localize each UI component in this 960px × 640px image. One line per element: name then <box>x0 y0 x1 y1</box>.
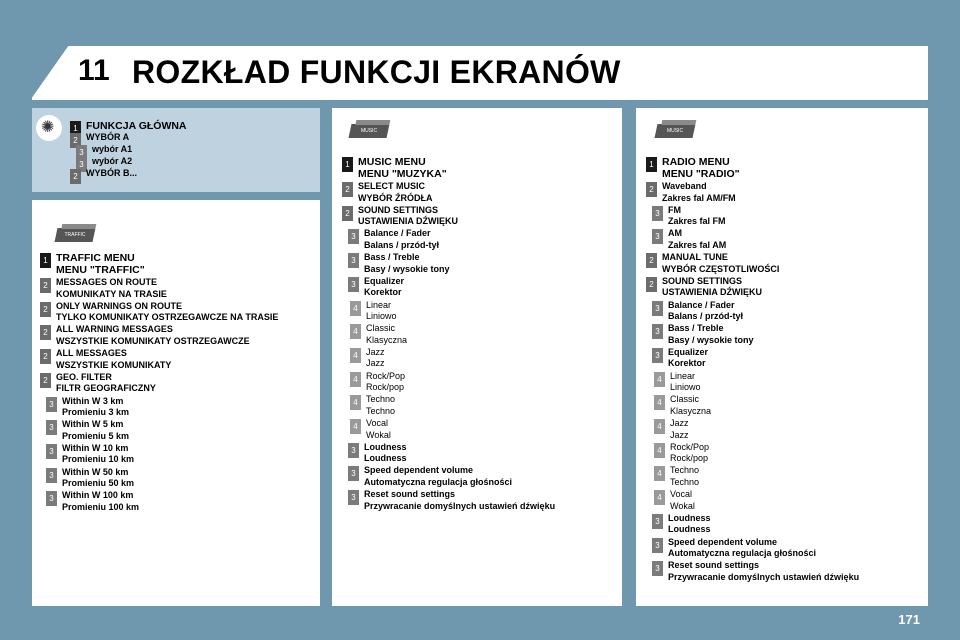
menu-row <box>350 418 391 441</box>
menu-row <box>654 394 711 417</box>
menu-row <box>40 301 278 324</box>
level-badge: 3 <box>652 514 663 529</box>
menu-row-line: MESSAGES ON ROUTE <box>56 277 158 287</box>
menu-row-line: Balans / przód-tył <box>364 239 440 250</box>
level-badge: 4 <box>654 372 665 387</box>
level-badge: 3 <box>46 420 57 435</box>
menu-row-text <box>86 120 187 132</box>
brightness-icon <box>36 115 62 141</box>
menu-row-line: SOUND SETTINGS <box>358 204 439 215</box>
menu-row-line: Within W 5 km <box>62 419 124 430</box>
menu-row-line: Techno <box>670 465 700 476</box>
level-badge: 4 <box>350 419 361 434</box>
menu-row <box>40 324 250 347</box>
menu-row-text <box>366 394 395 417</box>
menu-row-text <box>670 465 699 488</box>
level-badge: 2 <box>40 278 51 293</box>
menu-row-text <box>358 156 447 180</box>
menu-row-text <box>358 205 458 228</box>
menu-row <box>350 371 405 394</box>
menu-row-text <box>668 205 726 228</box>
menu-row <box>652 560 859 583</box>
menu-row-text <box>670 418 689 441</box>
menu-row-text <box>668 347 708 370</box>
menu-row-text <box>86 168 137 180</box>
menu-row <box>348 228 439 251</box>
level-badge: 3 <box>46 491 57 506</box>
menu-row-text <box>358 181 433 204</box>
level-badge: 2 <box>40 325 51 340</box>
menu-row-line: Vocal <box>366 418 389 428</box>
menu-row-line: ALL MESSAGES <box>56 348 127 359</box>
menu-row-line: Linear <box>366 299 392 310</box>
menu-row <box>70 168 137 184</box>
menu-row <box>652 205 726 228</box>
menu-row-text <box>366 323 407 346</box>
menu-row-line: Linear <box>670 370 696 381</box>
menu-row-text <box>668 537 816 560</box>
menu-row-text <box>668 228 726 251</box>
level-badge: 2 <box>40 302 51 317</box>
level-badge: 3 <box>348 229 359 244</box>
menu-row <box>654 489 695 512</box>
menu-row-line: WSZYSTKIE KOMUNIKATY OSTRZEGAWCZE <box>56 335 250 346</box>
menu-row <box>350 394 395 417</box>
menu-row-text <box>92 156 132 168</box>
level-badge: 1 <box>646 157 657 172</box>
menu-row-line: Loudness <box>364 441 407 452</box>
menu-row-text <box>86 132 129 144</box>
level-badge: 3 <box>652 301 663 316</box>
menu-row-line: Speed dependent volume <box>668 536 778 547</box>
level-badge: 2 <box>646 253 657 268</box>
menu-row-line: Techno <box>670 476 700 487</box>
menu-row <box>350 300 397 323</box>
menu-row-line: Zakres fal AM/FM <box>662 192 736 203</box>
level-badge: 3 <box>348 466 359 481</box>
level-badge: 2 <box>70 133 81 148</box>
menu-row-text <box>364 252 450 275</box>
level-badge: 4 <box>350 301 361 316</box>
traffic-device-icon: TRAFFIC <box>55 228 96 242</box>
menu-row-line: SOUND SETTINGS <box>662 275 743 286</box>
menu-row-line: FUNKCJA GŁÓWNA <box>86 120 187 132</box>
level-badge: 3 <box>46 397 57 412</box>
menu-row-line: Techno <box>366 405 396 416</box>
menu-row-text <box>366 300 397 323</box>
menu-row-line: Speed dependent volume <box>364 465 474 476</box>
menu-row-line: Within W 10 km <box>62 442 129 453</box>
menu-row-line: WYBÓR B... <box>86 168 137 178</box>
menu-row-text <box>56 324 250 347</box>
menu-row <box>350 347 385 370</box>
menu-row <box>342 205 458 228</box>
level-badge: 3 <box>46 468 57 483</box>
page-title: ROZKŁAD FUNKCJI EKRANÓW <box>132 54 621 90</box>
menu-row <box>46 419 129 442</box>
level-badge: 2 <box>342 206 353 221</box>
menu-row <box>40 277 167 300</box>
menu-row-line: Balance / Fader <box>364 228 431 239</box>
menu-row-line: Loudness <box>668 512 711 523</box>
menu-row <box>46 396 129 419</box>
menu-row <box>348 252 450 275</box>
level-badge: 2 <box>342 182 353 197</box>
menu-row-text <box>662 181 736 204</box>
level-badge: 3 <box>76 145 87 160</box>
menu-row-text <box>62 443 134 466</box>
menu-row-line: Waveband <box>662 181 707 191</box>
menu-row-line: WYBÓR A <box>86 132 130 142</box>
menu-row-line: Jazz <box>670 418 689 428</box>
menu-row-text <box>662 156 740 180</box>
level-badge: 3 <box>348 490 359 505</box>
menu-row-line: Loudness <box>668 524 711 535</box>
menu-row-line: USTAWIENIA DŹWIĘKU <box>358 216 458 227</box>
menu-row <box>350 323 407 346</box>
level-badge: 4 <box>654 490 665 505</box>
menu-row-text <box>364 442 407 465</box>
menu-row-text <box>670 442 709 465</box>
menu-row-line: Equalizer <box>364 275 405 286</box>
menu-row-line: Przywracanie domyślnych ustawień dźwięku <box>668 571 860 582</box>
menu-row-text <box>364 228 439 251</box>
level-badge: 3 <box>652 561 663 576</box>
menu-row-text <box>662 276 762 299</box>
level-badge: 3 <box>348 443 359 458</box>
level-badge: 4 <box>350 324 361 339</box>
menu-row-line: Basy / wysokie tony <box>364 263 450 274</box>
menu-row-text <box>56 301 278 324</box>
level-badge: 2 <box>40 373 51 388</box>
menu-row-line: Promieniu 100 km <box>62 501 140 512</box>
level-badge: 4 <box>654 466 665 481</box>
menu-row <box>46 443 134 466</box>
level-badge: 4 <box>654 395 665 410</box>
menu-row-text <box>56 348 171 371</box>
menu-row <box>342 181 433 204</box>
menu-row <box>652 300 743 323</box>
menu-row <box>652 228 726 251</box>
menu-row-line: Liniowo <box>670 382 701 393</box>
level-badge: 3 <box>652 348 663 363</box>
menu-row-text <box>364 276 404 299</box>
menu-row-line: Przywracanie domyślnych ustawień dźwięku <box>364 500 556 511</box>
menu-row-text <box>56 252 145 276</box>
level-badge: 2 <box>70 169 81 184</box>
menu-row-line: Classic <box>366 323 396 334</box>
menu-row <box>646 156 740 180</box>
menu-row-line: WSZYSTKIE KOMUNIKATY <box>56 359 172 370</box>
level-badge: 4 <box>654 419 665 434</box>
menu-row-line: WYBÓR ŹRÓDŁA <box>358 192 433 203</box>
menu-row-line: RADIO MENU <box>662 156 730 168</box>
menu-row-text <box>670 371 701 394</box>
level-badge: 2 <box>646 277 657 292</box>
menu-row-line: Rock/pop <box>670 453 709 464</box>
menu-row-line: Wokal <box>670 500 695 511</box>
menu-row <box>654 465 699 488</box>
menu-row-line: TYLKO KOMUNIKATY OSTRZEGAWCZE NA TRASIE <box>56 312 279 323</box>
menu-row-line: Within W 100 km <box>62 490 134 501</box>
menu-row-line: Bass / Treble <box>364 252 420 263</box>
menu-row-line: Reset sound settings <box>364 489 456 500</box>
menu-row <box>348 489 555 512</box>
menu-row-text <box>62 419 129 442</box>
menu-row-line: Klasyczna <box>670 405 712 416</box>
menu-row-text <box>92 144 132 156</box>
menu-row-line: Loudness <box>364 453 407 464</box>
menu-row <box>654 442 709 465</box>
menu-row-text <box>662 252 779 275</box>
menu-row-line: ALL WARNING MESSAGES <box>56 324 173 335</box>
menu-row <box>40 348 171 371</box>
menu-row-line: Promieniu 3 km <box>62 407 130 417</box>
level-badge: 2 <box>40 349 51 364</box>
menu-row <box>654 418 689 441</box>
level-badge: 3 <box>652 206 663 221</box>
level-badge: 3 <box>348 253 359 268</box>
music-device-icon: MUSIC <box>349 124 390 138</box>
menu-row <box>646 181 736 204</box>
menu-row-line: KOMUNIKATY NA TRASIE <box>56 288 167 299</box>
menu-row-line: MANUAL TUNE <box>662 252 728 263</box>
menu-row-text <box>668 323 754 346</box>
menu-row-line: Jazz <box>670 429 689 440</box>
menu-row <box>348 442 407 465</box>
menu-row-line: Automatyczna regulacja głośności <box>364 476 513 487</box>
menu-row-line: Techno <box>366 394 396 405</box>
level-badge: 3 <box>348 277 359 292</box>
chapter-number: 11 <box>78 54 110 87</box>
menu-row <box>654 371 701 394</box>
menu-row <box>348 276 404 299</box>
menu-row <box>646 252 779 275</box>
level-badge: 3 <box>652 229 663 244</box>
level-badge: 3 <box>652 324 663 339</box>
menu-row-line: USTAWIENIA DŹWIĘKU <box>662 287 762 298</box>
menu-row-text <box>670 394 711 417</box>
menu-row-line: wybór A1 <box>92 144 133 154</box>
menu-row-line: MUSIC MENU <box>358 156 426 168</box>
menu-row-line: ONLY WARNINGS ON ROUTE <box>56 300 183 311</box>
level-badge: 3 <box>652 538 663 553</box>
menu-row-line: FM <box>668 204 681 215</box>
level-badge: 1 <box>70 121 81 136</box>
menu-row-line: Reset sound settings <box>668 560 760 571</box>
menu-row-text <box>366 418 391 441</box>
menu-row-line: Promieniu 10 km <box>62 454 135 465</box>
menu-row-line: Zakres fal FM <box>668 216 726 227</box>
menu-row-line: Jazz <box>366 358 385 369</box>
menu-row-line: Equalizer <box>668 346 709 357</box>
menu-row-line: TRAFFIC MENU <box>56 252 135 264</box>
level-badge: 1 <box>342 157 353 172</box>
menu-row-text <box>62 467 134 490</box>
menu-row <box>40 252 145 276</box>
menu-row-text <box>364 489 555 512</box>
level-badge: 1 <box>40 253 51 268</box>
menu-row-line: Promieniu 5 km <box>62 430 130 441</box>
page-number: 171 <box>898 612 920 627</box>
menu-row-line: Rock/Pop <box>366 370 406 381</box>
menu-row-text <box>366 371 405 394</box>
menu-row-line: Vocal <box>670 489 693 500</box>
menu-row <box>646 276 762 299</box>
menu-row-line: Rock/pop <box>366 382 405 393</box>
menu-row <box>652 323 754 346</box>
level-badge: 4 <box>654 443 665 458</box>
menu-row-line: Korektor <box>364 287 402 298</box>
menu-row-line: Liniowo <box>366 311 397 321</box>
menu-row-text <box>56 372 156 395</box>
menu-row <box>40 372 156 395</box>
menu-row-line: AM <box>668 228 682 239</box>
menu-row-line: Rock/Pop <box>670 441 710 452</box>
menu-row-line: Klasyczna <box>366 334 408 345</box>
menu-row-line: MENU "TRAFFIC" <box>56 264 145 276</box>
menu-row-line: Wokal <box>366 429 391 440</box>
level-badge: 4 <box>350 348 361 363</box>
menu-row-line: FILTR GEOGRAFICZNY <box>56 383 156 394</box>
menu-row-line: MENU "MUZYKA" <box>358 168 447 180</box>
menu-row-line: MENU "RADIO" <box>662 168 740 180</box>
menu-row-line: Automatyczna regulacja głośności <box>668 548 817 558</box>
menu-row-line: Korektor <box>668 358 706 369</box>
menu-row-text <box>668 560 859 583</box>
menu-row-line: Jazz <box>366 346 385 357</box>
menu-row-line: Bass / Treble <box>668 323 724 334</box>
menu-row-text <box>62 490 139 513</box>
menu-row-line: Within W 50 km <box>62 466 129 477</box>
menu-row-text <box>668 513 711 536</box>
menu-row <box>652 347 708 370</box>
level-badge: 3 <box>46 444 57 459</box>
menu-row <box>652 513 711 536</box>
menu-row-line: Basy / wysokie tony <box>668 334 754 345</box>
level-badge: 4 <box>350 395 361 410</box>
menu-row <box>46 467 134 490</box>
radio-device-icon: MUSIC <box>655 124 696 138</box>
menu-row-text <box>364 465 512 488</box>
menu-row-text <box>668 300 743 323</box>
menu-row-line: Balans / przód-tył <box>668 311 744 321</box>
menu-row-line: Balance / Fader <box>668 299 735 310</box>
level-badge: 3 <box>76 157 87 172</box>
menu-row-line: WYBÓR CZĘSTOTLIWOŚCI <box>662 263 780 274</box>
menu-row-line: SELECT MUSIC <box>358 181 426 191</box>
menu-row <box>342 156 447 180</box>
menu-row-line: Classic <box>670 394 700 405</box>
level-badge: 4 <box>350 372 361 387</box>
menu-row-text <box>56 277 167 300</box>
menu-row-text <box>670 489 695 512</box>
menu-row-line: GEO. FILTER <box>56 371 112 382</box>
menu-row <box>652 537 816 560</box>
menu-row-line: wybór A2 <box>92 156 133 166</box>
menu-row <box>46 490 139 513</box>
menu-row-line: Zakres fal AM <box>668 239 727 250</box>
menu-row-line: Promieniu 50 km <box>62 478 135 489</box>
level-badge: 2 <box>646 182 657 197</box>
menu-row-text <box>366 347 385 370</box>
menu-row <box>348 465 512 488</box>
menu-row-line: Within W 3 km <box>62 395 124 406</box>
menu-row-text <box>62 396 129 419</box>
